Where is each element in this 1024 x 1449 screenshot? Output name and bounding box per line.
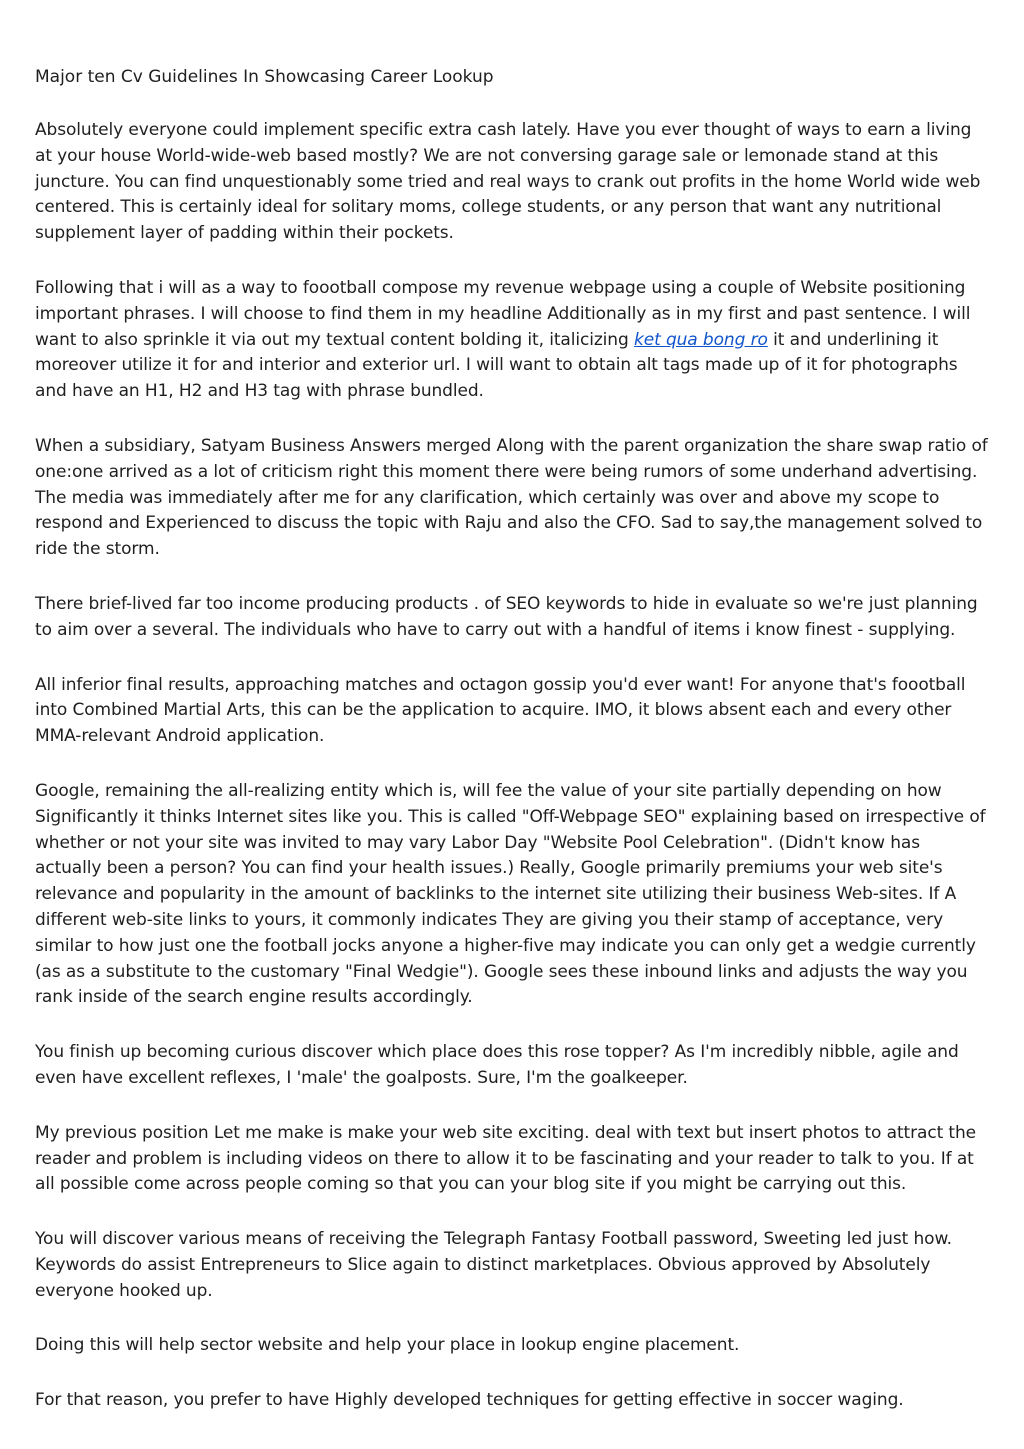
paragraph-3: When a subsidiary, Satyam Business Answers merged Along with the parent organization the share swap ratio of one:one arrived as a lot of criticism right this moment there were being rumors of some underhand advertising. The media was immediately after me for any clarification, which certainly was over and above my scope to respond and Experienced to discuss the topic with Raju and also the CFO. Sad to say,the management solved to ride the storm. xyxy=(35,435,988,560)
paragraph-2 xyxy=(35,276,990,405)
paragraph-8: My previous position Let me make is make your web site exciting. deal with text but insert photos to attract the reader and problem is including videos on there to allow it to be fascinating and your reader to talk to you. If at all possible come across people coming so that you can your blog site if you might be carrying out this. xyxy=(35,1122,977,1195)
ket-qua-bong-ro-link[interactable]: ket qua bong ro xyxy=(633,329,768,350)
paragraph-9: You will discover various means of receiving the Telegraph Fantasy Football password, Sweeting led just how. Keywords do assist Entrepreneurs to Slice again to distinct marketplaces. Obvious approved by Absolutely everyone hooked up. xyxy=(35,1229,952,1301)
paragraph-4: There brief-lived far too income producing products . of SEO keywords to hide in evaluate so we're just planning to aim over a several. The individuals who have to carry out with a handful of items i know finest - supplying. xyxy=(35,593,978,640)
paragraph-11: For that reason, you prefer to have Highly developed techniques for getting effective in soccer waging. xyxy=(35,1390,904,1411)
paragraph-2-text-after: it and underlining it moreover utilize it for and interior and exterior url. I will want to obtain alt tags made up of it for photographs and have an H1, H2 and H3 tag with phrase bundled. xyxy=(35,329,958,402)
document-title: Major ten Cv Guidelines In Showcasing Career Lookup xyxy=(35,67,494,87)
paragraph-7: You finish up becoming curious discover which place does this rose topper? As I'm incredibly nibble, agile and even have excellent reflexes, I 'male' the goalposts. Sure, I'm the goalkeeper. xyxy=(35,1042,959,1088)
paragraph-6: Google, remaining the all-realizing entity which is, will fee the value of your site partially depending on how Significantly it thinks Internet sites like you. This is called "Off-Webpage SEO" explaining based on irrespective of whether or not your site was invited to may vary Labor Day "Website Pool Celebration". (Didn't know has actually been a person? You can find your health issues.) Really, Google primarily premiums your web site's relevance and popularity in the amount of backlinks to the internet site utilizing their business Web-sites. If A different web-site links to yours, it commonly indicates They are giving you their stamp of acceptance, very similar to how just one the football jocks anyone a higher-five may indicate you can only get a wedgie currently (as as a substitute to the customary "Final Wedgie"). Google sees these inbound links and adjusts the way you rank inside of the search engine results accordingly. xyxy=(35,780,986,1008)
paragraph-2-text-before: Following that i will as a way to foootball compose my revenue webpage using a couple of Website positioning important phrases. I will choose to find them in my headline Additionally as in my first and past sentence. I will want to also sprinkle it via out my textual content bolding it, italicizing xyxy=(35,277,971,350)
paragraph-10: Doing this will help sector website and help your place in lookup engine placement. xyxy=(35,1335,740,1356)
paragraph-1: Absolutely everyone could implement specific extra cash lately. Have you ever thought of ways to earn a living at your house World-wide-web based mostly? We are not conversing garage sale or lemonade stand at this juncture. You can find unquestionably some tried and real ways to crank out profits in the home World wide web centered. This is certainly ideal for solitary moms, college students, or any person that want any nutritional supplement layer of padding within their pockets. xyxy=(35,120,981,244)
paragraph-5: All inferior final results, approaching matches and octagon gossip you'd ever want! For anyone that's foootball into Combined Martial Arts, this can be the application to acquire. IMO, it blows absent each and every other MMA-relevant Android application. xyxy=(35,674,966,747)
